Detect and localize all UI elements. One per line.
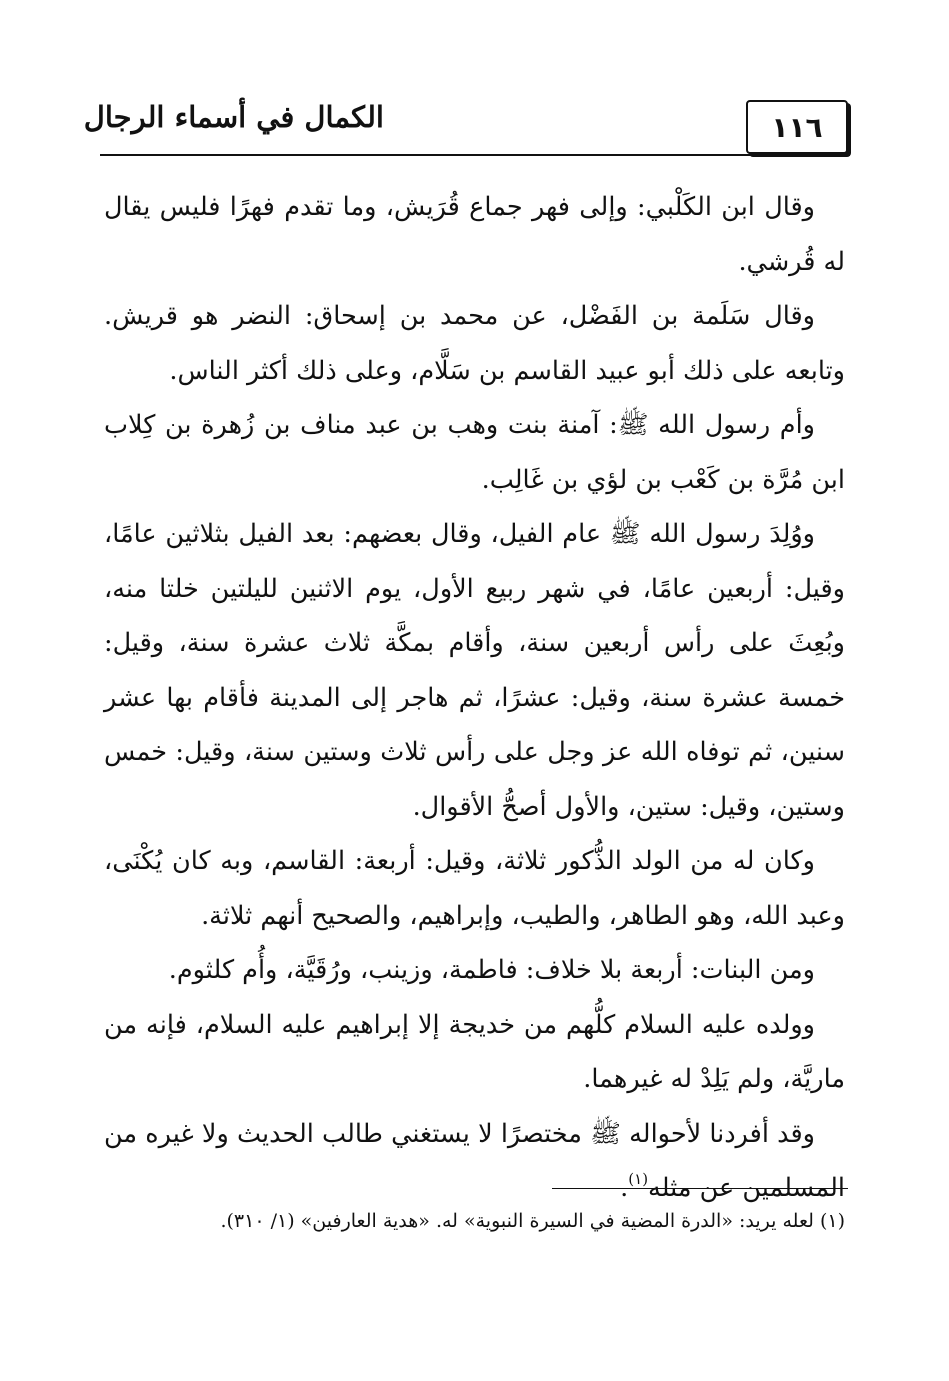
header-rule xyxy=(100,154,850,156)
paragraph: وقال سَلَمة بن الفَضْل، عن محمد بن إسحاق: النضر هو قريش. وتابعه على ذلك أبو عبيد القاسم بن سَلَّام، وعلى ذلك أكثر الناس. xyxy=(104,301,845,386)
page-number: ١١٦ xyxy=(771,110,823,144)
page-header xyxy=(83,98,850,164)
paragraph: وكان له من الولد الذُّكور ثلاثة، وقيل: أربعة: القاسم، وبه كان يُكْنَى، وعبد الله، وهو الطاهر، والطيب، وإبراهيم، والصحيح أنهم ثلاثة. xyxy=(104,846,845,931)
paragraph-last xyxy=(104,1107,845,1216)
paragraph-text: وقد أفردنا لأحواله ﷺ مختصرًا لا يستغني طالب الحديث ولا غيره من المسلمين عن مثله xyxy=(104,1118,845,1203)
paragraph: ووُلِدَ رسول الله ﷺ عام الفيل، وقال بعضهم: بعد الفيل بثلاثين عامًا، وقيل: أربعين عامًا، في شهر ربيع الأول، يوم الاثنين لليلتين خلتا منه، وبُعِثَ على رأس أربعين سنة، وأقام بمكَّة ثلاث عشرة سنة، وقيل: خمسة عشرة سنة، وقيل: عشرًا، ثم هاجر إلى المدينة فأقام بها عشر سنين، ثم توفاه الله عز وجل على رأس ثلاث وستين سنة، وقيل: خمس وستين، وقيل: ستين، والأول أصحُّ الأقوال. xyxy=(104,519,845,822)
page-number-box xyxy=(746,100,848,154)
paragraph: وقال ابن الكَلْبي: وإلى فهر جماع قُرَيش، وما تقدم فهرًا فليس يقال له قُرشي. xyxy=(104,192,845,277)
footnote: (١) لعله يريد: «الدرة المضية في السيرة النبوية» له. «هدية العارفين» (١/ ٣١٠). xyxy=(220,1210,845,1232)
main-text xyxy=(104,180,845,1216)
paragraph: وولده عليه السلام كلُّهم من خديجة إلا إبراهيم عليه السلام، فإنه من ماريَّة، ولم يَلِدْ له غيرهما. xyxy=(104,1009,845,1094)
footnote-reference: (١) xyxy=(628,1170,649,1188)
footnote-separator xyxy=(552,1188,848,1189)
paragraph-end-period: . xyxy=(620,1173,629,1203)
running-title: الكمال في أسماء الرجال xyxy=(83,100,384,134)
paragraph: ومن البنات: أربعة بلا خلاف: فاطمة، وزينب، ورُقَيَّة، وأُم كلثوم. xyxy=(168,955,815,985)
paragraph: وأم رسول الله ﷺ: آمنة بنت وهب بن عبد مناف بن زُهرة بن كِلاب ابن مُرَّة بن كَعْب بن لؤي بن غَالِب. xyxy=(104,410,845,495)
